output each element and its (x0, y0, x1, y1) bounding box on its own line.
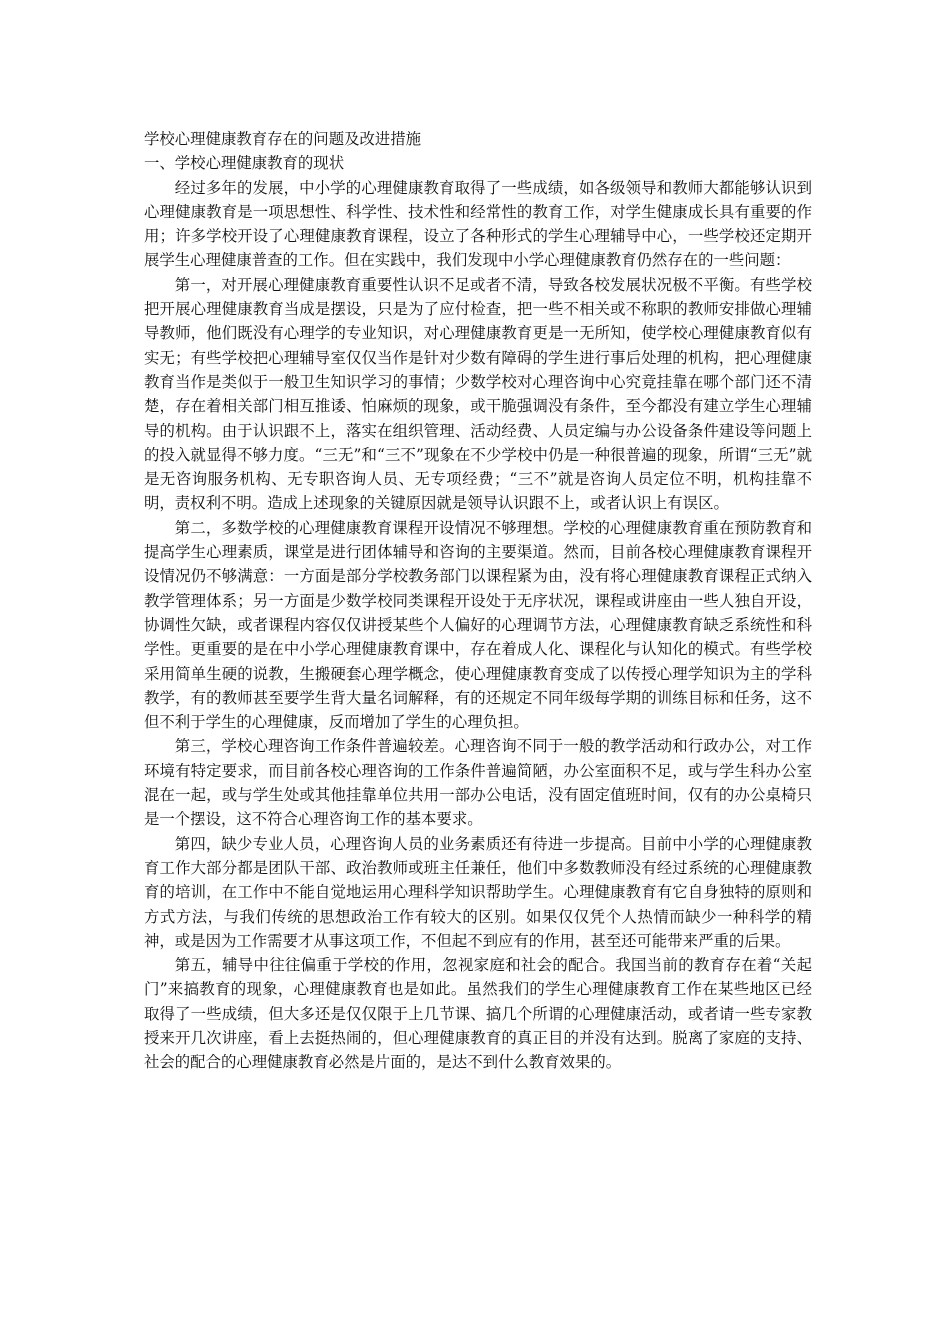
paragraph-first-issue: 第一，对开展心理健康教育重要性认识不足或者不清，导致各校发展状况极不平衡。有些学校把开展心理健康教育当成是摆设，只是为了应付检查，把一些不相关或不称职的教师安排做心理辅导教师，他们既没有心理学的专业知识，对心理健康教育更是一无所知，使学校心理健康教育似有实无；有些学校把心理辅导室仅仅当作是针对少数有障碍的学生进行事后处理的机构，把心理健康教育当作是类似于一般卫生知识学习的事情；少数学校对心理咨询中心究竟挂靠在哪个部门还不清楚，存在着相关部门相互推诿、怕麻烦的现象，或干脆强调没有条件，至今都没有建立学生心理辅导的机构。由于认识跟不上，落实在组织管理、活动经费、人员定编与办公设备条件建设等问题上的投入就显得不够力度。“三无”和“三不”现象在不少学校中仍是一种很普遍的现象，所谓“三无”就是无咨询服务机构、无专职咨询人员、无专项经费；“三不”就是咨询人员定位不明，机构挂靠不明，责权利不明。造成上述现象的关键原因就是领导认识跟不上，或者认识上有误区。 (144, 275, 812, 513)
document-title: 学校心理健康教育存在的问题及改进措施 (144, 130, 422, 148)
paragraph-fourth-issue: 第四，缺少专业人员，心理咨询人员的业务素质还有待进一步提高。目前中小学的心理健康教育工作大部分都是团队干部、政治教师或班主任兼任，他们中多数教师没有经过系统的心理健康教育的培训，在工作中不能自觉地运用心理科学知识帮助学生。心理健康教育有它自身独特的原则和方式方法，与我们传统的思想政治工作有较大的区别。如果仅仅凭个人热情而缺少一种科学的精神，或是因为工作需要才从事这项工作，不但起不到应有的作用，甚至还可能带来严重的后果。 (144, 834, 812, 950)
paragraph-intro: 经过多年的发展，中小学的心理健康教育取得了一些成绩，如各级领导和教师大都能够认识到心理健康教育是一项思想性、科学性、技术性和经常性的教育工作，对学生健康成长具有重要的作用；许多学校开设了心理健康教育课程，设立了各种形式的学生心理辅导中心，一些学校还定期开展学生心理健康普查的工作。但在实践中，我们发现中小学心理健康教育仍然存在的一些问题： (144, 178, 812, 270)
paragraph-third-issue: 第三，学校心理咨询工作条件普遍较差。心理咨询不同于一般的教学活动和行政办公，对工作环境有特定要求，而目前各校心理咨询的工作条件普遍简陋，办公室面积不足，或与学生科办公室混在一起，或与学生处或其他挂靠单位共用一部办公电话，没有固定值班时间，仅有的办公桌椅只是一个摆设，这不符合心理咨询工作的基本要求。 (144, 737, 812, 829)
section-heading: 一、学校心理健康教育的现状 (144, 154, 345, 173)
paragraph-fifth-issue: 第五，辅导中往往偏重于学校的作用，忽视家庭和社会的配合。我国当前的教育存在着“关起门”来搞教育的现象，心理健康教育也是如此。虽然我们的学生心理健康教育工作在某些地区已经取得了一些成绩，但大多还是仅仅限于上几节课、搞几个所谓的心理健康活动，或者请一些专家教授来开几次讲座，看上去挺热闹的，但心理健康教育的真正目的并没有达到。脱离了家庭的支持、社会的配合的心理健康教育必然是片面的，是达不到什么教育效果的。 (144, 956, 812, 1072)
paragraph-second-issue: 第二，多数学校的心理健康教育课程开设情况不够理想。学校的心理健康教育重在预防教育和提高学生心理素质，课堂是进行团体辅导和咨询的主要渠道。然而，目前各校心理健康教育课程开设情况仍不够满意：一方面是部分学校教务部门以课程紧为由，没有将心理健康教育课程正式纳入教学管理体系；另一方面是少数学校同类课程开设处于无序状况，课程或讲座由一些人独自开设，协调性欠缺，或者课程内容仅仅讲授某些个人偏好的心理调节方法，心理健康教育缺乏系统性和科学性。更重要的是在中小学心理健康教育课中，存在着成人化、课程化与认知化的模式。有些学校采用简单生硬的说教，生搬硬套心理学概念，使心理健康教育变成了以传授心理学知识为主的学科教学，有的教师甚至要学生背大量名词解释，有的还规定不同年级每学期的训练目标和任务，这不但不利于学生的心理健康，反而增加了学生的心理负担。 (144, 518, 812, 732)
document-page (144, 127, 812, 1075)
